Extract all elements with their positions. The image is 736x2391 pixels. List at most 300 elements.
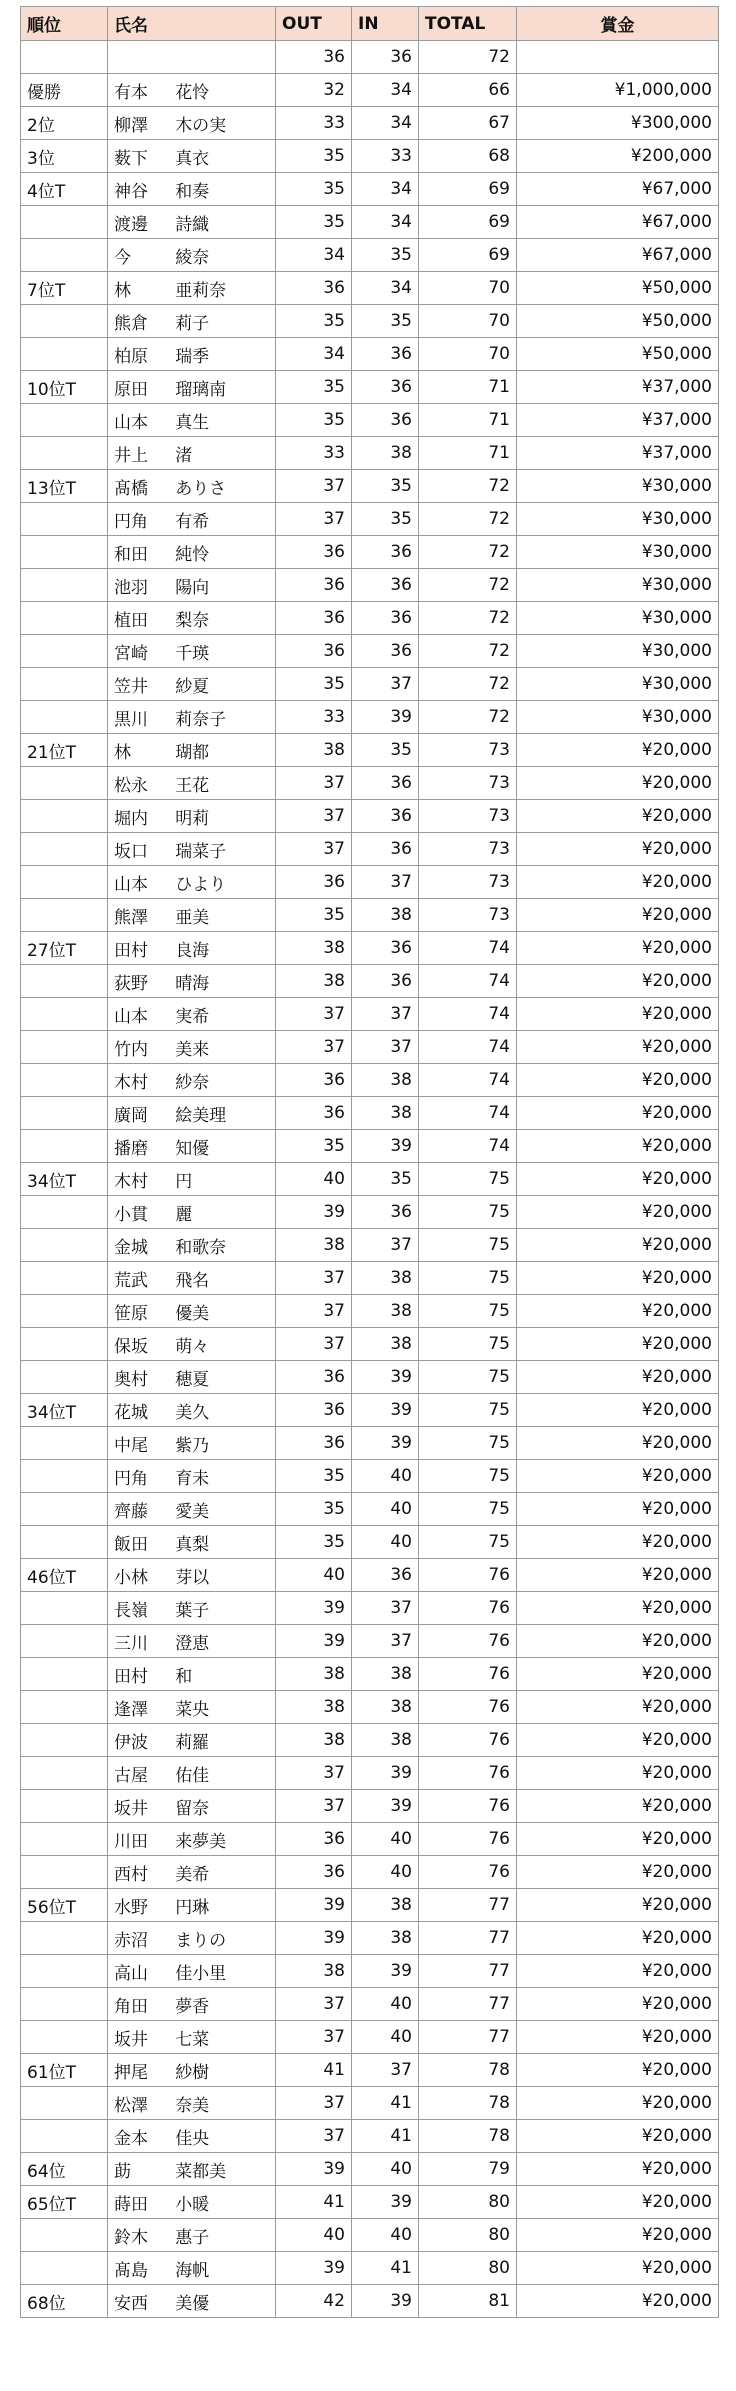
- in-cell: 38: [352, 1889, 419, 1922]
- given-name: 美久: [175, 1402, 210, 1423]
- table-row: [21, 1460, 719, 1493]
- in-cell: 38: [352, 437, 419, 470]
- table-row: [21, 1229, 719, 1262]
- out-cell: 35: [276, 1130, 352, 1163]
- in-cell: 38: [352, 1658, 419, 1691]
- total-cell: 72: [419, 668, 517, 701]
- rank-cell: 34位T: [21, 1394, 108, 1427]
- given-name: 晴海: [175, 973, 210, 994]
- out-cell: 36: [276, 635, 352, 668]
- in-cell: 40: [352, 1526, 419, 1559]
- out-cell: 37: [276, 767, 352, 800]
- total-cell: 75: [419, 1196, 517, 1229]
- name-cell: [108, 833, 276, 866]
- rank-cell: [21, 569, 108, 602]
- prize-cell: ¥20,000: [517, 1526, 719, 1559]
- given-name: 紗奈: [175, 1072, 210, 1093]
- out-cell: 38: [276, 1724, 352, 1757]
- surname: 齊藤: [114, 1501, 148, 1522]
- prize-cell: ¥20,000: [517, 2120, 719, 2153]
- in-cell: 37: [352, 1592, 419, 1625]
- prize-cell: ¥20,000: [517, 899, 719, 932]
- total-cell: 75: [419, 1493, 517, 1526]
- in-cell: 38: [352, 1724, 419, 1757]
- prize-cell: ¥20,000: [517, 965, 719, 998]
- surname: 花城: [114, 1402, 148, 1423]
- surname: 髙島: [114, 2260, 148, 2281]
- table-row: [21, 1988, 719, 2021]
- par-rank: [21, 41, 108, 74]
- given-name: 留奈: [175, 1798, 210, 1819]
- par-name: [108, 41, 276, 74]
- name-cell: [108, 932, 276, 965]
- name-cell: [108, 437, 276, 470]
- out-cell: 36: [276, 1394, 352, 1427]
- given-name: 真梨: [175, 1534, 210, 1555]
- total-cell: 75: [419, 1229, 517, 1262]
- name-cell: [108, 74, 276, 107]
- out-cell: 35: [276, 668, 352, 701]
- out-cell: 37: [276, 1295, 352, 1328]
- prize-cell: ¥20,000: [517, 1724, 719, 1757]
- total-cell: 76: [419, 1757, 517, 1790]
- given-name: 純怜: [175, 544, 210, 565]
- out-cell: 33: [276, 701, 352, 734]
- table-row: [21, 1889, 719, 1922]
- table-row: [21, 734, 719, 767]
- table-row: [21, 1955, 719, 1988]
- rank-cell: [21, 1856, 108, 1889]
- given-name: 莉奈子: [175, 709, 227, 730]
- rank-cell: [21, 1757, 108, 1790]
- name-cell: [108, 2285, 276, 2318]
- name-cell: [108, 1295, 276, 1328]
- in-cell: 38: [352, 1295, 419, 1328]
- surname: 髙橋: [114, 478, 148, 499]
- given-name: 和奏: [175, 181, 210, 202]
- out-cell: 37: [276, 1031, 352, 1064]
- table-row: [21, 899, 719, 932]
- table-row: [21, 338, 719, 371]
- in-cell: 40: [352, 1856, 419, 1889]
- par-row: [21, 41, 719, 74]
- in-cell: 35: [352, 305, 419, 338]
- out-cell: 34: [276, 338, 352, 371]
- rank-cell: [21, 1625, 108, 1658]
- given-name: 瑚都: [175, 742, 210, 763]
- surname: 坂口: [114, 841, 148, 862]
- prize-cell: ¥20,000: [517, 2054, 719, 2087]
- in-cell: 34: [352, 272, 419, 305]
- rank-cell: 13位T: [21, 470, 108, 503]
- rank-cell: [21, 1823, 108, 1856]
- in-cell: 40: [352, 1460, 419, 1493]
- name-cell: [108, 635, 276, 668]
- name-cell: [108, 767, 276, 800]
- prize-cell: ¥20,000: [517, 932, 719, 965]
- in-cell: 36: [352, 932, 419, 965]
- surname: 円角: [114, 1468, 148, 1489]
- surname: 播磨: [114, 1138, 148, 1159]
- prize-cell: ¥1,000,000: [517, 74, 719, 107]
- rank-cell: 3位: [21, 140, 108, 173]
- out-cell: 36: [276, 536, 352, 569]
- table-row: [21, 635, 719, 668]
- surname: 田村: [114, 940, 148, 961]
- rank-cell: [21, 899, 108, 932]
- total-cell: 67: [419, 107, 517, 140]
- rank-cell: [21, 503, 108, 536]
- prize-cell: ¥20,000: [517, 1361, 719, 1394]
- header-in: IN: [352, 7, 419, 41]
- surname: 小林: [114, 1567, 148, 1588]
- table-row: [21, 602, 719, 635]
- given-name: 来夢美: [175, 1831, 227, 1852]
- in-cell: 36: [352, 767, 419, 800]
- name-cell: [108, 107, 276, 140]
- in-cell: 39: [352, 1427, 419, 1460]
- surname: 柏原: [114, 346, 148, 367]
- total-cell: 69: [419, 239, 517, 272]
- name-cell: [108, 1229, 276, 1262]
- table-row: [21, 1922, 719, 1955]
- in-cell: 36: [352, 800, 419, 833]
- out-cell: 35: [276, 1460, 352, 1493]
- name-cell: [108, 2219, 276, 2252]
- table-row: [21, 1691, 719, 1724]
- out-cell: 41: [276, 2186, 352, 2219]
- out-cell: 36: [276, 1856, 352, 1889]
- name-cell: [108, 2054, 276, 2087]
- rank-cell: 27位T: [21, 932, 108, 965]
- surname: 荒武: [114, 1270, 148, 1291]
- total-cell: 66: [419, 74, 517, 107]
- table-row: [21, 371, 719, 404]
- total-cell: 76: [419, 1691, 517, 1724]
- in-cell: 36: [352, 635, 419, 668]
- table-row: [21, 1064, 719, 1097]
- total-cell: 80: [419, 2186, 517, 2219]
- total-cell: 73: [419, 833, 517, 866]
- rank-cell: [21, 1295, 108, 1328]
- prize-cell: ¥20,000: [517, 1130, 719, 1163]
- prize-cell: ¥300,000: [517, 107, 719, 140]
- par-prize: [517, 41, 719, 74]
- table-body: [21, 41, 719, 2318]
- out-cell: 35: [276, 899, 352, 932]
- rank-cell: 優勝: [21, 74, 108, 107]
- surname: 荻野: [114, 973, 148, 994]
- table-row: [21, 800, 719, 833]
- prize-cell: ¥30,000: [517, 635, 719, 668]
- name-cell: [108, 1394, 276, 1427]
- surname: 莇: [114, 2161, 131, 2182]
- surname: 保坂: [114, 1336, 148, 1357]
- total-cell: 80: [419, 2219, 517, 2252]
- rank-cell: [21, 338, 108, 371]
- name-cell: [108, 1361, 276, 1394]
- name-cell: [108, 1493, 276, 1526]
- out-cell: 38: [276, 1691, 352, 1724]
- table-row: [21, 470, 719, 503]
- total-cell: 74: [419, 998, 517, 1031]
- out-cell: 36: [276, 569, 352, 602]
- rank-cell: [21, 635, 108, 668]
- prize-cell: ¥20,000: [517, 1955, 719, 1988]
- surname: 林: [114, 280, 131, 301]
- total-cell: 72: [419, 635, 517, 668]
- in-cell: 37: [352, 1229, 419, 1262]
- rank-cell: 4位T: [21, 173, 108, 206]
- rank-cell: [21, 2021, 108, 2054]
- prize-cell: ¥30,000: [517, 470, 719, 503]
- total-cell: 71: [419, 404, 517, 437]
- total-cell: 73: [419, 734, 517, 767]
- total-cell: 73: [419, 899, 517, 932]
- given-name: 葉子: [175, 1600, 210, 1621]
- table-row: [21, 998, 719, 1031]
- in-cell: 39: [352, 701, 419, 734]
- given-name: 木の実: [175, 115, 227, 136]
- rank-cell: 7位T: [21, 272, 108, 305]
- in-cell: 36: [352, 569, 419, 602]
- given-name: 絵美理: [175, 1105, 227, 1126]
- rank-cell: [21, 239, 108, 272]
- out-cell: 39: [276, 1889, 352, 1922]
- prize-cell: ¥20,000: [517, 2153, 719, 2186]
- rank-cell: [21, 206, 108, 239]
- table-row: [21, 1493, 719, 1526]
- in-cell: 38: [352, 1922, 419, 1955]
- in-cell: 37: [352, 998, 419, 1031]
- total-cell: 77: [419, 1955, 517, 1988]
- table-row: [21, 1328, 719, 1361]
- rank-cell: [21, 701, 108, 734]
- out-cell: 36: [276, 1361, 352, 1394]
- surname: 坂井: [114, 1798, 148, 1819]
- rank-cell: [21, 1031, 108, 1064]
- total-cell: 74: [419, 1097, 517, 1130]
- in-cell: 35: [352, 1163, 419, 1196]
- in-cell: 36: [352, 1196, 419, 1229]
- surname: 水野: [114, 1897, 148, 1918]
- given-name: 芽以: [175, 1567, 210, 1588]
- in-cell: 39: [352, 1757, 419, 1790]
- out-cell: 36: [276, 866, 352, 899]
- out-cell: 37: [276, 2120, 352, 2153]
- total-cell: 76: [419, 1658, 517, 1691]
- name-cell: [108, 1064, 276, 1097]
- out-cell: 38: [276, 734, 352, 767]
- surname: 伊波: [114, 1732, 148, 1753]
- prize-cell: ¥30,000: [517, 701, 719, 734]
- name-cell: [108, 239, 276, 272]
- in-cell: 40: [352, 2153, 419, 2186]
- prize-cell: ¥20,000: [517, 1757, 719, 1790]
- surname: 植田: [114, 610, 148, 631]
- in-cell: 39: [352, 2186, 419, 2219]
- in-cell: 36: [352, 536, 419, 569]
- in-cell: 39: [352, 1955, 419, 1988]
- out-cell: 33: [276, 437, 352, 470]
- table-row: [21, 140, 719, 173]
- out-cell: 34: [276, 239, 352, 272]
- rank-cell: [21, 866, 108, 899]
- in-cell: 38: [352, 1328, 419, 1361]
- rank-cell: [21, 1262, 108, 1295]
- out-cell: 36: [276, 602, 352, 635]
- name-cell: [108, 140, 276, 173]
- surname: 熊澤: [114, 907, 148, 928]
- out-cell: 38: [276, 932, 352, 965]
- table-row: [21, 1823, 719, 1856]
- total-cell: 68: [419, 140, 517, 173]
- prize-cell: ¥200,000: [517, 140, 719, 173]
- out-cell: 38: [276, 1658, 352, 1691]
- prize-cell: ¥20,000: [517, 2186, 719, 2219]
- given-name: 和: [175, 1666, 193, 1687]
- rank-cell: [21, 1592, 108, 1625]
- total-cell: 75: [419, 1460, 517, 1493]
- prize-cell: ¥20,000: [517, 2021, 719, 2054]
- rank-cell: [21, 1097, 108, 1130]
- out-cell: 39: [276, 1196, 352, 1229]
- surname: 木村: [114, 1171, 148, 1192]
- name-cell: [108, 1031, 276, 1064]
- total-cell: 72: [419, 569, 517, 602]
- prize-cell: ¥20,000: [517, 1262, 719, 1295]
- given-name: 麗: [175, 1204, 193, 1225]
- table-row: [21, 1757, 719, 1790]
- total-cell: 72: [419, 470, 517, 503]
- out-cell: 35: [276, 173, 352, 206]
- name-cell: [108, 2021, 276, 2054]
- table-header: [21, 7, 719, 41]
- surname: 飯田: [114, 1534, 148, 1555]
- prize-cell: ¥20,000: [517, 734, 719, 767]
- given-name: 陽向: [175, 577, 210, 598]
- in-cell: 38: [352, 1262, 419, 1295]
- prize-cell: ¥20,000: [517, 1559, 719, 1592]
- given-name: 飛名: [175, 1270, 210, 1291]
- out-cell: 37: [276, 1328, 352, 1361]
- name-cell: [108, 2186, 276, 2219]
- prize-cell: ¥50,000: [517, 305, 719, 338]
- prize-cell: ¥20,000: [517, 1394, 719, 1427]
- name-cell: [108, 2120, 276, 2153]
- rank-cell: 46位T: [21, 1559, 108, 1592]
- prize-cell: ¥20,000: [517, 866, 719, 899]
- surname: 川田: [114, 1831, 148, 1852]
- given-name: 綾奈: [175, 247, 210, 268]
- total-cell: 74: [419, 1031, 517, 1064]
- name-cell: [108, 173, 276, 206]
- out-cell: 35: [276, 305, 352, 338]
- name-cell: [108, 734, 276, 767]
- rank-cell: [21, 1229, 108, 1262]
- prize-cell: ¥30,000: [517, 536, 719, 569]
- results-table-container: [20, 6, 719, 2318]
- table-row: [21, 1790, 719, 1823]
- surname: 渡邊: [114, 214, 148, 235]
- table-row: [21, 1295, 719, 1328]
- out-cell: 37: [276, 503, 352, 536]
- in-cell: 40: [352, 1988, 419, 2021]
- total-cell: 75: [419, 1427, 517, 1460]
- rank-cell: [21, 437, 108, 470]
- name-cell: [108, 701, 276, 734]
- table-row: [21, 503, 719, 536]
- total-cell: 75: [419, 1394, 517, 1427]
- prize-cell: ¥20,000: [517, 1823, 719, 1856]
- total-cell: 75: [419, 1295, 517, 1328]
- surname: 坂井: [114, 2029, 148, 2050]
- name-cell: [108, 470, 276, 503]
- table-row: [21, 866, 719, 899]
- table-row: [21, 74, 719, 107]
- surname: 井上: [114, 445, 148, 466]
- table-row: [21, 206, 719, 239]
- name-cell: [108, 899, 276, 932]
- rank-cell: [21, 833, 108, 866]
- prize-cell: ¥20,000: [517, 833, 719, 866]
- surname: 竹内: [114, 1039, 148, 1060]
- total-cell: 73: [419, 767, 517, 800]
- table-row: [21, 1031, 719, 1064]
- surname: 中尾: [114, 1435, 148, 1456]
- surname: 小貫: [114, 1204, 148, 1225]
- out-cell: 36: [276, 1427, 352, 1460]
- table-row: [21, 2153, 719, 2186]
- out-cell: 37: [276, 2087, 352, 2120]
- in-cell: 38: [352, 899, 419, 932]
- out-cell: 37: [276, 1988, 352, 2021]
- name-cell: [108, 800, 276, 833]
- surname: 柳澤: [114, 115, 148, 136]
- table-row: [21, 965, 719, 998]
- total-cell: 81: [419, 2285, 517, 2318]
- out-cell: 35: [276, 206, 352, 239]
- given-name: 萌々: [175, 1336, 210, 1357]
- rank-cell: [21, 1460, 108, 1493]
- total-cell: 75: [419, 1262, 517, 1295]
- in-cell: 37: [352, 2054, 419, 2087]
- rank-cell: [21, 1328, 108, 1361]
- given-name: 穂夏: [175, 1369, 210, 1390]
- name-cell: [108, 1460, 276, 1493]
- in-cell: 37: [352, 1625, 419, 1658]
- given-name: ひより: [175, 874, 227, 895]
- name-cell: [108, 668, 276, 701]
- prize-cell: ¥20,000: [517, 998, 719, 1031]
- total-cell: 72: [419, 536, 517, 569]
- surname: 松澤: [114, 2095, 148, 2116]
- prize-cell: ¥20,000: [517, 1592, 719, 1625]
- surname: 奥村: [114, 1369, 148, 1390]
- table-row: [21, 932, 719, 965]
- given-name: 円: [175, 1171, 193, 1192]
- out-cell: 37: [276, 1757, 352, 1790]
- given-name: 瑞季: [175, 346, 210, 367]
- total-cell: 72: [419, 503, 517, 536]
- rank-cell: [21, 1724, 108, 1757]
- total-cell: 77: [419, 1889, 517, 1922]
- total-cell: 70: [419, 272, 517, 305]
- prize-cell: ¥20,000: [517, 1988, 719, 2021]
- total-cell: 79: [419, 2153, 517, 2186]
- prize-cell: ¥20,000: [517, 2219, 719, 2252]
- par-in: 36: [352, 41, 419, 74]
